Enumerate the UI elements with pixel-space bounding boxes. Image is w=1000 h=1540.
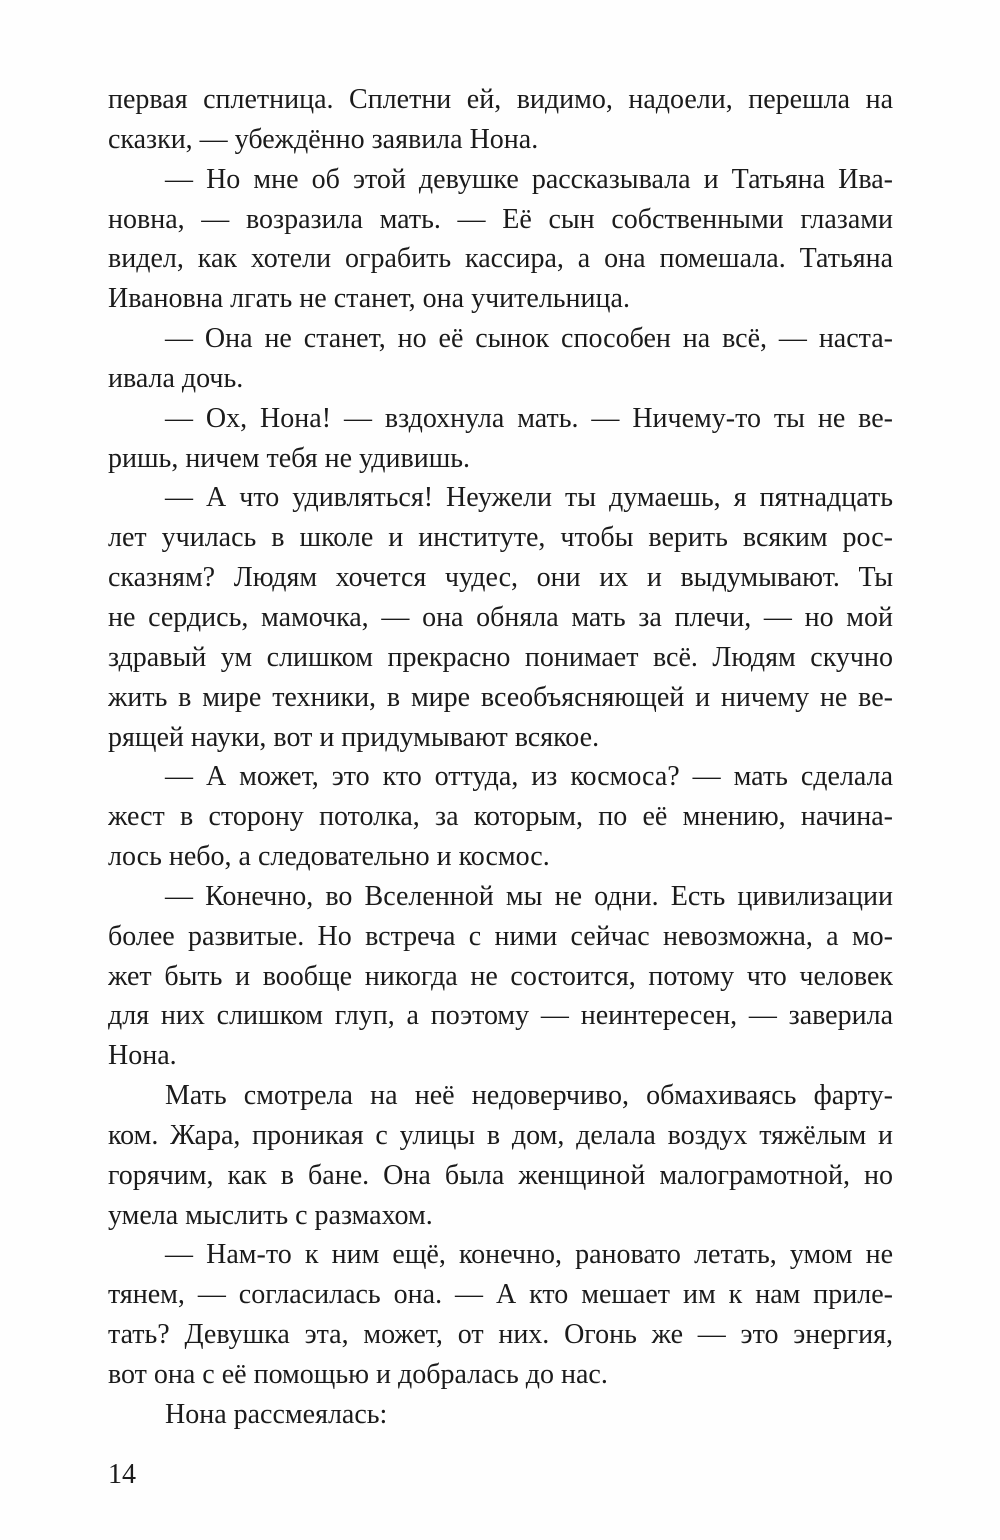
text-line: вот она с её помощью и добралась до нас.: [108, 1359, 608, 1390]
paragraph: [108, 877, 893, 1076]
text-line: лет училась в школе и институте, чтобы верить всяким рос-: [108, 522, 893, 554]
text-line: Мать смотрела на неё недоверчиво, обмахиваясь фарту-: [165, 1080, 893, 1112]
text-line: тать? Девушка эта, может, от них. Огонь же — это энергия,: [108, 1319, 893, 1351]
text-line: Нона рассмеялась:: [165, 1398, 388, 1430]
text-line: — А что удивляться! Неужели ты думаешь, я пятнадцать: [165, 482, 893, 514]
paragraph: [108, 80, 893, 160]
text-line: здравый ум слишком прекрасно понимает всё. Людям скучно: [108, 641, 893, 673]
text-line: ивала дочь.: [108, 362, 244, 394]
text-line: видел, как хотели ограбить кассира, а она помешала. Татьяна: [108, 243, 893, 275]
text-line: для них слишком глуп, а поэтому — неинтересен, — заверила: [108, 1000, 893, 1032]
text-line: жест в сторону потолка, за которым, по её мнению, начина-: [108, 801, 893, 833]
text-line: — Ох, Нона! — вздохнула мать. — Ничему-то ты не ве-: [165, 402, 893, 434]
text-line: рящей науки, вот и придумывают всякое.: [108, 721, 600, 753]
paragraph: [108, 1076, 893, 1235]
text-line: первая сплетница. Сплетни ей, видимо, надоели, перешла на: [108, 84, 893, 115]
text-line: не сердись, мамочка, — она обняла мать за плечи, — но мой: [108, 601, 893, 633]
text-line: лось небо, а следовательно и космос.: [108, 841, 550, 873]
text-line: ком. Жара, проникая с улицы в дом, делала воздух тяжёлым и: [108, 1119, 893, 1151]
text-line: жет быть и вообще никогда не состоится, потому что человек: [108, 960, 893, 992]
text-line: новна, — возразила мать. — Её сын собственными глазами: [108, 203, 893, 235]
text-line: горячим, как в бане. Она была женщиной малограмотной, но: [108, 1159, 893, 1191]
text-line: умела мыслить с размахом.: [108, 1199, 433, 1231]
text-line: Нона.: [108, 1040, 177, 1072]
text-line: — Конечно, во Вселенной мы не одни. Есть цивилизации: [165, 880, 893, 912]
text-line: более развитые. Но встреча с ними сейчас невозможна, а мо-: [108, 920, 893, 952]
text-line: Ивановна лгать не станет, она учительница.: [108, 283, 630, 315]
paragraph: [108, 1235, 893, 1394]
body-text: [108, 80, 893, 1435]
text-line: — Она не станет, но её сынок способен на всё, — наста-: [165, 323, 893, 355]
text-line: жить в мире техники, в мире всеобъясняющей и ничему не ве-: [108, 681, 893, 713]
paragraph: [108, 478, 893, 757]
text-line: — А может, это кто оттуда, из космоса? — мать сделала: [165, 761, 893, 793]
page-number: 14: [108, 1459, 136, 1490]
paragraph: [108, 160, 893, 319]
text-line: сказки, — убеждённо заявила Нона.: [108, 123, 539, 155]
text-line: тянем, — согласилась она. — А кто мешает им к нам приле-: [108, 1279, 893, 1311]
paragraph: [108, 319, 893, 399]
text-line: — Нам-то к ним ещё, конечно, рановато летать, умом не: [165, 1239, 893, 1271]
paragraph: [108, 399, 893, 479]
text-line: сказням? Людям хочется чудес, они их и выдумывают. Ты: [108, 562, 893, 594]
text-line: ришь, ничем тебя не удивишь.: [108, 442, 471, 474]
paragraph: [108, 757, 893, 877]
paragraph: [108, 1395, 893, 1435]
text-line: — Но мне об этой девушке рассказывала и Татьяна Ива-: [165, 163, 893, 195]
